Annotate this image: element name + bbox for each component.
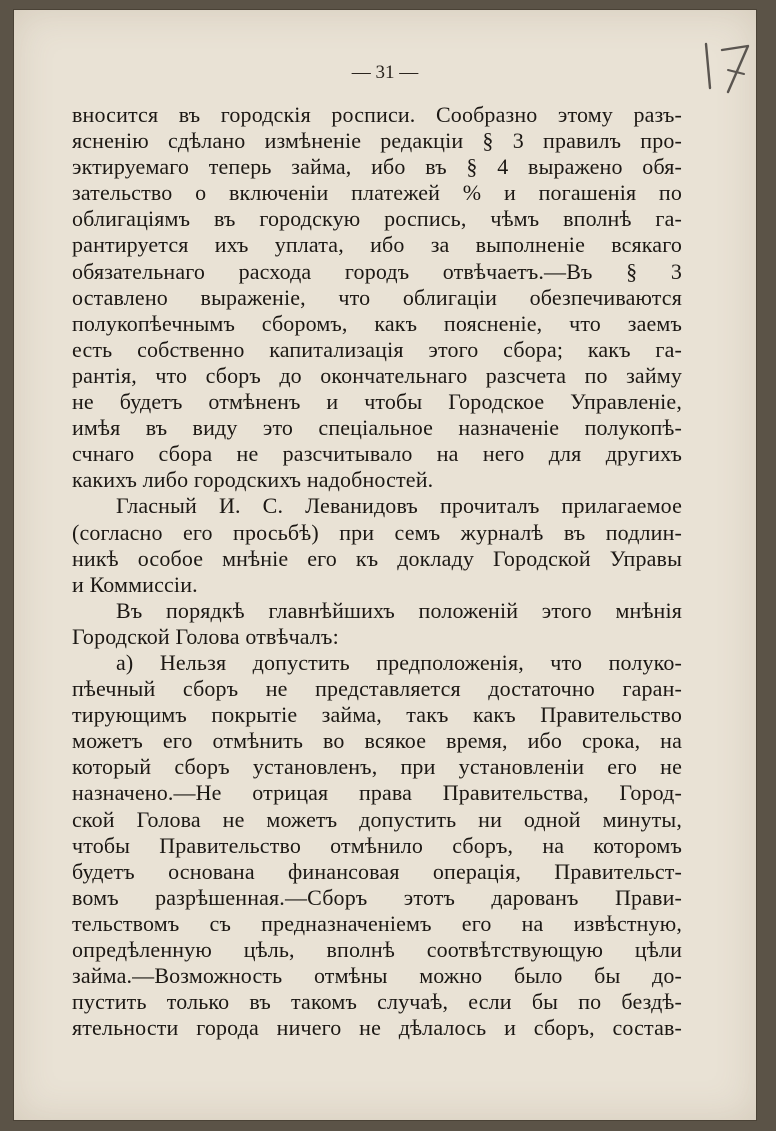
text-line: тирующимъ покрытіе займа, такъ какъ Правительство (72, 702, 682, 728)
text-line: зательство о включеніи платежей % и погашенія по (72, 180, 682, 206)
text-line: рантируется ихъ уплата, ибо за выполненіе всякаго (72, 232, 682, 258)
page-number: — 31 — (351, 62, 419, 83)
text-line: оставлено выраженіе, что облигаціи обезпечиваются (72, 284, 682, 310)
text-line: а) Нельзя допустить предположенія, что полуко- (116, 649, 682, 675)
text-line: счнаго сбора не разсчитывало на него для другихъ (72, 441, 682, 467)
text-line: пустить только въ такомъ случаѣ, если бы по бездѣ- (72, 989, 682, 1015)
text-line: рантія, что сборъ до окончательнаго разсчета по займу (72, 362, 682, 388)
text-line: ятельности города ничего не дѣлалось и сборъ, состав- (72, 1015, 682, 1041)
text-line: эктируемаго теперь займа, ибо въ § 4 выражено обя- (72, 154, 682, 180)
text-line: облигаціямъ въ городскую роспись, чѣмъ вполнѣ га- (72, 206, 682, 232)
text-line: полукопѣечнымъ сборомъ, какъ поясненіе, что заемъ (72, 310, 682, 336)
text-line: опредѣленную цѣль, вполнѣ соотвѣтствующую цѣли (72, 937, 682, 962)
text-line: пѣечный сборъ не представляется достаточно гаран- (72, 676, 682, 702)
text-line: будетъ основана финансовая операція, Правительст- (72, 858, 682, 884)
handwritten-folio-number (698, 30, 758, 110)
text-line: ской Голова не можетъ допустить ни одной минуты, (72, 806, 682, 832)
text-line: займа.—Возможность отмѣны можно было бы до- (72, 963, 682, 989)
text-line: назначено.—Не отрицая права Правительства, Город- (72, 780, 682, 806)
text-line: чтобы Правительство отмѣнило сборъ, на которомъ (72, 832, 682, 858)
text-line: Городской Голова отвѣчалъ: (72, 623, 339, 649)
text-line: имѣя въ виду это спеціальное назначеніе полукопѣ- (72, 415, 682, 441)
text-line: можетъ его отмѣнить во всякое время, ибо срока, на (72, 728, 682, 754)
document-page (14, 10, 756, 1120)
text-line: есть собственно капитализація этого сбора; какъ га- (72, 336, 682, 362)
text-line: вносится въ городскія росписи. Сообразно этому разъ- (72, 102, 682, 127)
text-line: который сборъ установленъ, при установленіи его не (72, 754, 682, 780)
text-line: (согласно его просьбѣ) при семъ журналѣ въ подлин- (72, 519, 682, 545)
text-line: тельствомъ съ предназначеніемъ его на извѣстную, (72, 910, 682, 936)
text-line: обязательнаго расхода городъ отвѣчаетъ.—Въ § 3 (72, 258, 682, 284)
text-line: ясненію сдѣлано измѣненіе редакціи § 3 правилъ про- (72, 128, 682, 154)
text-line: и Коммиссіи. (72, 571, 198, 597)
body-text (72, 102, 682, 1041)
text-line: никѣ особое мнѣніе его къ докладу Городской Управы (72, 545, 682, 571)
text-line: Въ порядкѣ главнѣйшихъ положеній этого мнѣнія (116, 597, 682, 623)
text-line: вомъ разрѣшенная.—Сборъ этотъ дарованъ Прави- (72, 884, 682, 910)
text-line: не будетъ отмѣненъ и чтобы Городское Управленіе, (72, 389, 682, 415)
text-line: Гласный И. С. Леванидовъ прочиталъ прилагаемое (116, 493, 682, 519)
text-line: какихъ либо городскихъ надобностей. (72, 467, 434, 493)
